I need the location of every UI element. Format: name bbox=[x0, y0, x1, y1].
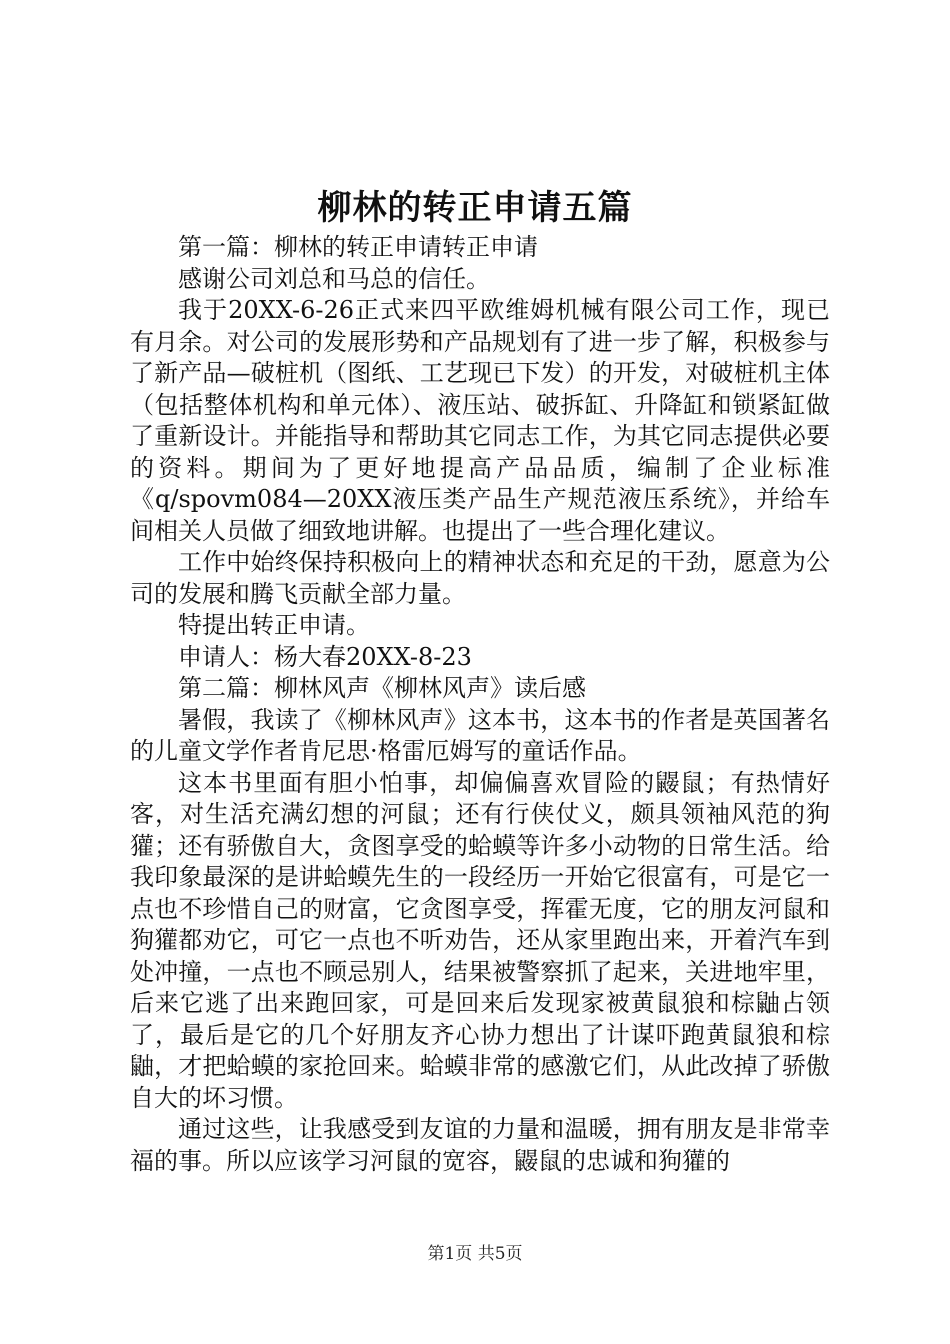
paragraph-9: 这本书里面有胆小怕事，却偏偏喜欢冒险的鼹鼠；有热情好客，对生活充满幻想的河鼠；还有行侠仗义，颇具领袖风范的狗獾；还有骄傲自大，贪图享受的蛤蟆等许多小动物的日常生活。给我印象最深的是讲蛤蟆先生的一段经历一开始它很富有，可是它一点也不珍惜自己的财富，它贪图享受，挥霍无度，它的朋友河鼠和狗獾都劝它，可它一点也不听劝告，还从家里跑出来，开着汽车到处冲撞，一点也不顾忌别人，结果被警察抓了起来，关进地牢里，后来它逃了出来跑回家，可是回来后发现家被黄鼠狼和棕鼬占领了，最后是它的几个好朋友齐心协力想出了计谋吓跑黄鼠狼和棕鼬，才把蛤蟆的家抢回来。蛤蟆非常的感激它们，从此改掉了骄傲自大的坏习惯。 bbox=[130, 768, 830, 1112]
paragraph-1: 第一篇：柳林的转正申请转正申请 bbox=[178, 233, 538, 261]
paragraph-4: 工作中始终保持积极向上的精神状态和充足的干劲，愿意为公司的发展和腾飞贡献全部力量。 bbox=[130, 548, 830, 608]
paragraph-5: 特提出转正申请。 bbox=[178, 611, 370, 639]
document-body bbox=[130, 232, 830, 1177]
page-number: 第1页 共5页 bbox=[427, 1244, 523, 1264]
paragraph-8: 暑假，我读了《柳林风声》这本书，这本书的作者是英国著名的儿童文学作者肯尼思·格雷厄姆写的童话作品。 bbox=[130, 705, 830, 765]
document-title: 柳林的转正申请五篇 bbox=[317, 188, 633, 228]
paragraph-7: 第二篇：柳林风声《柳林风声》读后感 bbox=[178, 674, 586, 702]
paragraph-6: 申请人：杨大春20XX-8-23 bbox=[178, 642, 472, 671]
paragraph-2: 感谢公司刘总和马总的信任。 bbox=[178, 264, 490, 293]
paragraph-3: 我于20XX-6-26正式来四平欧维姆机械有限公司工作，现已有月余。对公司的发展形势和产品规划有了进一步了解，积极参与了新产品—破桩机（图纸、工艺现已下发）的开发，对破桩机主体（包括整体机构和单元体）、液压站、破拆缸、升降缸和锁紧缸做了重新设计。并能指导和帮助其它同志工作，为其它同志提供必要的资料。期间为了更好地提高产品品质，编制了企业标准《q/spovm084—20XX液压类产品生产规范液压系统》，并给车间相关人员做了细致地讲解。也提出了一些合理化建议。 bbox=[130, 296, 830, 545]
paragraph-10: 通过这些，让我感受到友谊的力量和温暖，拥有朋友是非常幸福的事。所以应该学习河鼠的宽容，鼹鼠的忠诚和狗獾的 bbox=[130, 1115, 830, 1175]
